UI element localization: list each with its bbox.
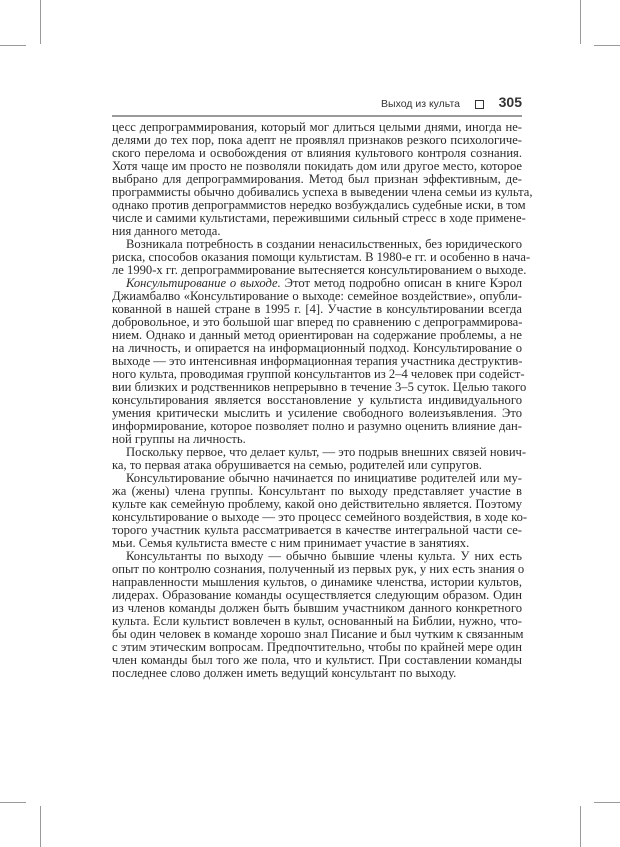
text-line: Консультирование обычно начинается по инициативе родителей или му-	[126, 471, 522, 485]
text-line: нием. Однако и данный метод ориентирован на содержание проблемы, а не	[112, 328, 522, 342]
text-line: делями до тех пор, пока адепт не проявлял признаков резкого психологиче-	[112, 133, 522, 147]
text-line: культе как семейную проблему, какой оно действительно является. Поэтому	[112, 497, 522, 511]
text-line: кованной в нашей стране в 1995 г. [4]. Участие в консультировании всегда	[112, 302, 522, 316]
text-line: Консультанты по выходу — обычно бывшие члены культа. У них есть	[126, 549, 522, 563]
text-line: выбрано для депрограммирования. Метод был признан эффективным, де-	[112, 172, 522, 186]
page-number: 305	[498, 94, 522, 110]
text-line: ского перелома и освобождения от влияния культового контроля сознания.	[112, 146, 522, 160]
running-header	[112, 94, 522, 114]
text-line: ле 1990-х гг. депрограммирование вытесняется консультированием о выходе.	[112, 263, 527, 277]
square-icon	[475, 100, 484, 109]
crop-mark	[580, 0, 581, 44]
section-title: Выход из культа	[381, 98, 460, 110]
text-line: программисты обычно добивались успеха в выведении члена семьи из культа,	[112, 185, 533, 199]
text-line: Хотя чаще им просто не позволяли покидать дом или другое место, которое	[112, 159, 522, 173]
text-line: консультирования является восстановление у культиста индивидуального	[112, 393, 522, 407]
text-line: выходе — это интенсивная информационная терапия участника деструктив-	[112, 354, 523, 368]
crop-mark	[594, 802, 620, 803]
text-line: вии близких и родственников непрерывно в течение 3–5 суток. Целью такого	[112, 380, 527, 394]
text-line: торого участник культа рассматривается в качестве интегральной части се-	[112, 523, 522, 537]
text-line: на личность, и опирается на информационный подход. Консультирование о	[112, 341, 522, 355]
text-line: лидерах. Образование команды осуществляется следующим образом. Один	[112, 588, 522, 602]
text-line: ной группы на личность.	[112, 432, 246, 446]
text-line: направленности мышления культов, о динамике членства, истории культов,	[112, 575, 522, 589]
crop-mark	[40, 806, 41, 847]
text-line: бы один человек в команде хорошо знал Писание и был чутким к связанным	[112, 627, 524, 641]
text-line: однако против депрограммистов нередко возбуждались судебные иски, в том	[112, 198, 526, 212]
text-line: Джиамбалво «Консультирование о выходе: семейное воздействие», опубли-	[112, 289, 522, 303]
text-line: числе и самими культистами, пережившими сильный стресс в ходе примене-	[112, 211, 526, 225]
text-line: из членов команды должен быть бывшим участником данного конкретного	[112, 601, 522, 615]
crop-mark	[0, 802, 26, 803]
text-line: жа (жены) члена группы. Консультант по выходу представляет участие в	[112, 484, 522, 498]
header-rule	[112, 115, 522, 117]
text-line: культа. Если культист вовлечен в культ, основанный на Библии, нужно, что-	[112, 614, 522, 628]
crop-mark	[40, 0, 41, 44]
text-line: опыт по контролю сознания, полученный из первых рук, у них есть знания о	[112, 562, 525, 576]
text-line: Возникала потребность в создании ненасильственных, без юридического	[126, 237, 522, 251]
text-line: добровольное, и это большой шаг вперед по сравнению с депрограммирова-	[112, 315, 523, 329]
text-line: риска, способов оказания помощи культистам. В 1980-е гг. и особенно в нача-	[112, 250, 531, 264]
text-line: последнее слово должен иметь ведущий консультант по выходу.	[112, 666, 457, 680]
text-line: информирование, которое позволяет полно и разумно оценить влияние дан-	[112, 419, 522, 433]
text-line: мьи. Семья культиста вместе с ним принимает участие в занятиях.	[112, 536, 470, 550]
text-line: ного культа, проводимая группой консультантов из 2–4 человек при содейст-	[112, 367, 525, 381]
italic-lead: Консультирование о выходе.	[126, 276, 281, 290]
crop-mark	[0, 45, 26, 46]
body-text	[112, 120, 533, 680]
line-text: Этот метод подробно описан в книге Кэрол	[280, 276, 522, 290]
text-line: с этим этическим вопросам. Предпочтительно, чтобы по крайней мере один	[112, 640, 522, 654]
crop-mark	[580, 806, 581, 847]
text-line: ния данного метода.	[112, 224, 221, 238]
text-line: Поскольку первое, что делает культ, — это подрыв внешних связей нович-	[126, 445, 527, 459]
text-line: ка, то первая атака обрушивается на семью, родителей или супругов.	[112, 458, 482, 472]
text-line: консультирование о выходе — это процесс семейного воздействия, в ходе ко-	[112, 510, 528, 524]
crop-mark	[594, 45, 620, 46]
text-line: цесс депрограммирования, который мог длиться целыми днями, иногда не-	[112, 120, 522, 134]
text-line: член команды был того же пола, что и культист. При составлении команды	[112, 653, 522, 667]
text-line: умения критически мыслить и усиление свободного волеизъявления. Это	[112, 406, 522, 420]
